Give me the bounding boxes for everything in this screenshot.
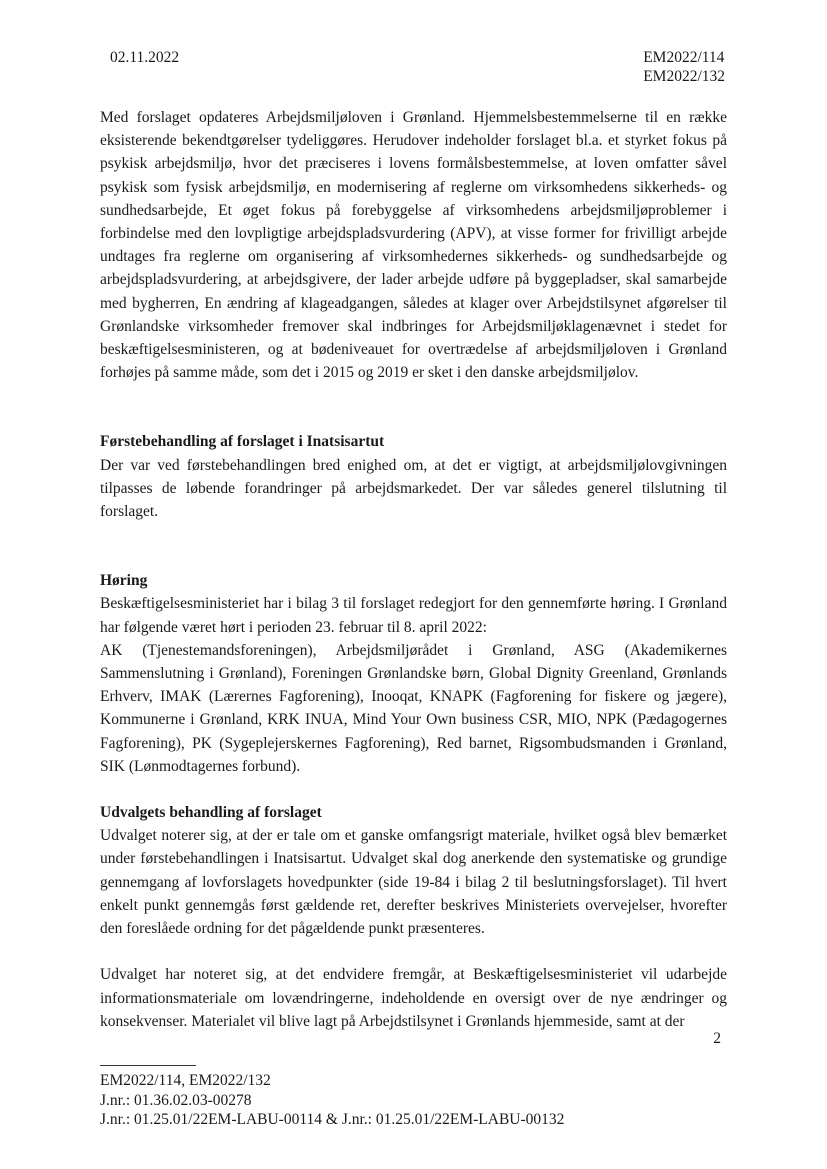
section-heading: Høring [100,572,148,590]
section-paragraph: Udvalget har noteret sig, at det endvidere fremgår, at Beskæftigelsesministeriet vil udarbejde informationsmateriale om lovændringerne, indeholdende en oversigt over de nye ændringer og konsekvenser. Materialet vil blive lagt på Arbejdstilsynet i Grønlands hjemmeside, samt at der [100,966,727,1030]
section-heading: Udvalgets behandling af forslaget [100,804,322,822]
document-body [100,106,727,1033]
footer-divider [100,1065,196,1066]
section-heading: Førstebehandling af forslaget i Inatsisartut [100,433,385,451]
section-paragraph: Der var ved førstebehandlingen bred enighed om, at det er vigtigt, at arbejdsmiljølovgivningen tilpasses de løbende forandringer på arbejdsmarkedet. Der var således generel tilslutning til forslaget. [100,456,727,521]
document-date: 02.11.2022 [110,49,180,66]
document-references [643,48,725,86]
page-number: 2 [713,1030,721,1047]
section-paragraph: AK (Tjenestemandsforeningen), Arbejdsmiljørådet i Grønland, ASG (Akademikernes Sammenslutning i Grønland), Foreningen Grønlandske børn, Global Dignity Greenland, Grønlands Erhverv, IMAK (Lærernes Fagforening), Inooqat, KNAPK (Fagforening for fiskere og jægere), Kommunerne i Grønland, KRK INUA, Mind Your Own business CSR, MIO, NPK (Pædagogernes Fagforening), PK (Sygeplejerskernes Fagforening), Red barnet, Rigsombudsmanden i Grønland, SIK (Lønmodtagernes forbund). [100,641,727,775]
footer-line: J.nr.: 01.25.01/22EM-LABU-00114 & J.nr.: 01.25.01/22EM-LABU-00132 [100,1111,565,1128]
section-paragraph: Udvalget noterer sig, at der er tale om et ganske omfangsrigt materiale, hvilket også blev bemærket under førstebehandlingen i Inatsisartut. Udvalget skal dog anerkende den systematiske og grundige gennemgang af lovforslagets hovedpunkter (side 19-84 i bilag 2 til beslutningsforslaget). Til hvert enkelt punkt gennemgås først gældende ret, derefter beskrives Ministeriets overvejelser, hvorefter den foreslåede ordning for det pågældende punkt præsenteres. [100,827,727,938]
intro-paragraph: Med forslaget opdateres Arbejdsmiljøloven i Grønland. Hjemmelsbestemmelserne til en række eksisterende bekendtgørelser tydeliggøres. Herudover indeholder forslaget bl.a. et styrket fokus på psykisk arbejdsmiljø, hvor det præciseres i lovens formålsbestemmelse, at loven omfatter såvel psykisk som fysisk arbejdsmiljø, en modernisering af reglerne om virksomhedens sikkerheds- og sundhedsarbejde, Et øget fokus på forebyggelse af virksomhedens arbejdsmiljøproblemer i forbindelse med den lovpligtige arbejdspladsvurdering (APV), at visse former for frivilligt arbejde undtages fra reglerne om organisering af virksomhedernes sikkerheds- og sundhedsarbejde og arbejdspladsvurdering, at arbejdsgivere, der lader arbejde udføre på byggepladser, skal samarbejde med bygherren, En ændring af klageadgangen, således at klager over Arbejdstilsynet afgørelser til Grønlandske virksomheder fremover skal indbringes for Arbejdsmiljøklagenævnet i stedet for beskæftigelsesministeren, og at bødeniveauet for overtrædelse af arbejdsmiljøloven i Grønland forhøjes på samme måde, som det i 2015 og 2019 er sket i den danske arbejdsmiljølov. [100,109,727,382]
reference-number: EM2022/132 [643,68,725,85]
footer [100,1071,564,1130]
reference-number: EM2022/114 [643,49,725,66]
footer-line: EM2022/114, EM2022/132 [100,1072,271,1089]
footer-line: J.nr.: 01.36.02.03-00278 [100,1091,252,1109]
section-paragraph: Beskæftigelsesministeriet har i bilag 3 til forslaget redegjort for den gennemførte høring. I Grønland har følgende været hørt i perioden 23. februar til 8. april 2022: [100,595,727,636]
